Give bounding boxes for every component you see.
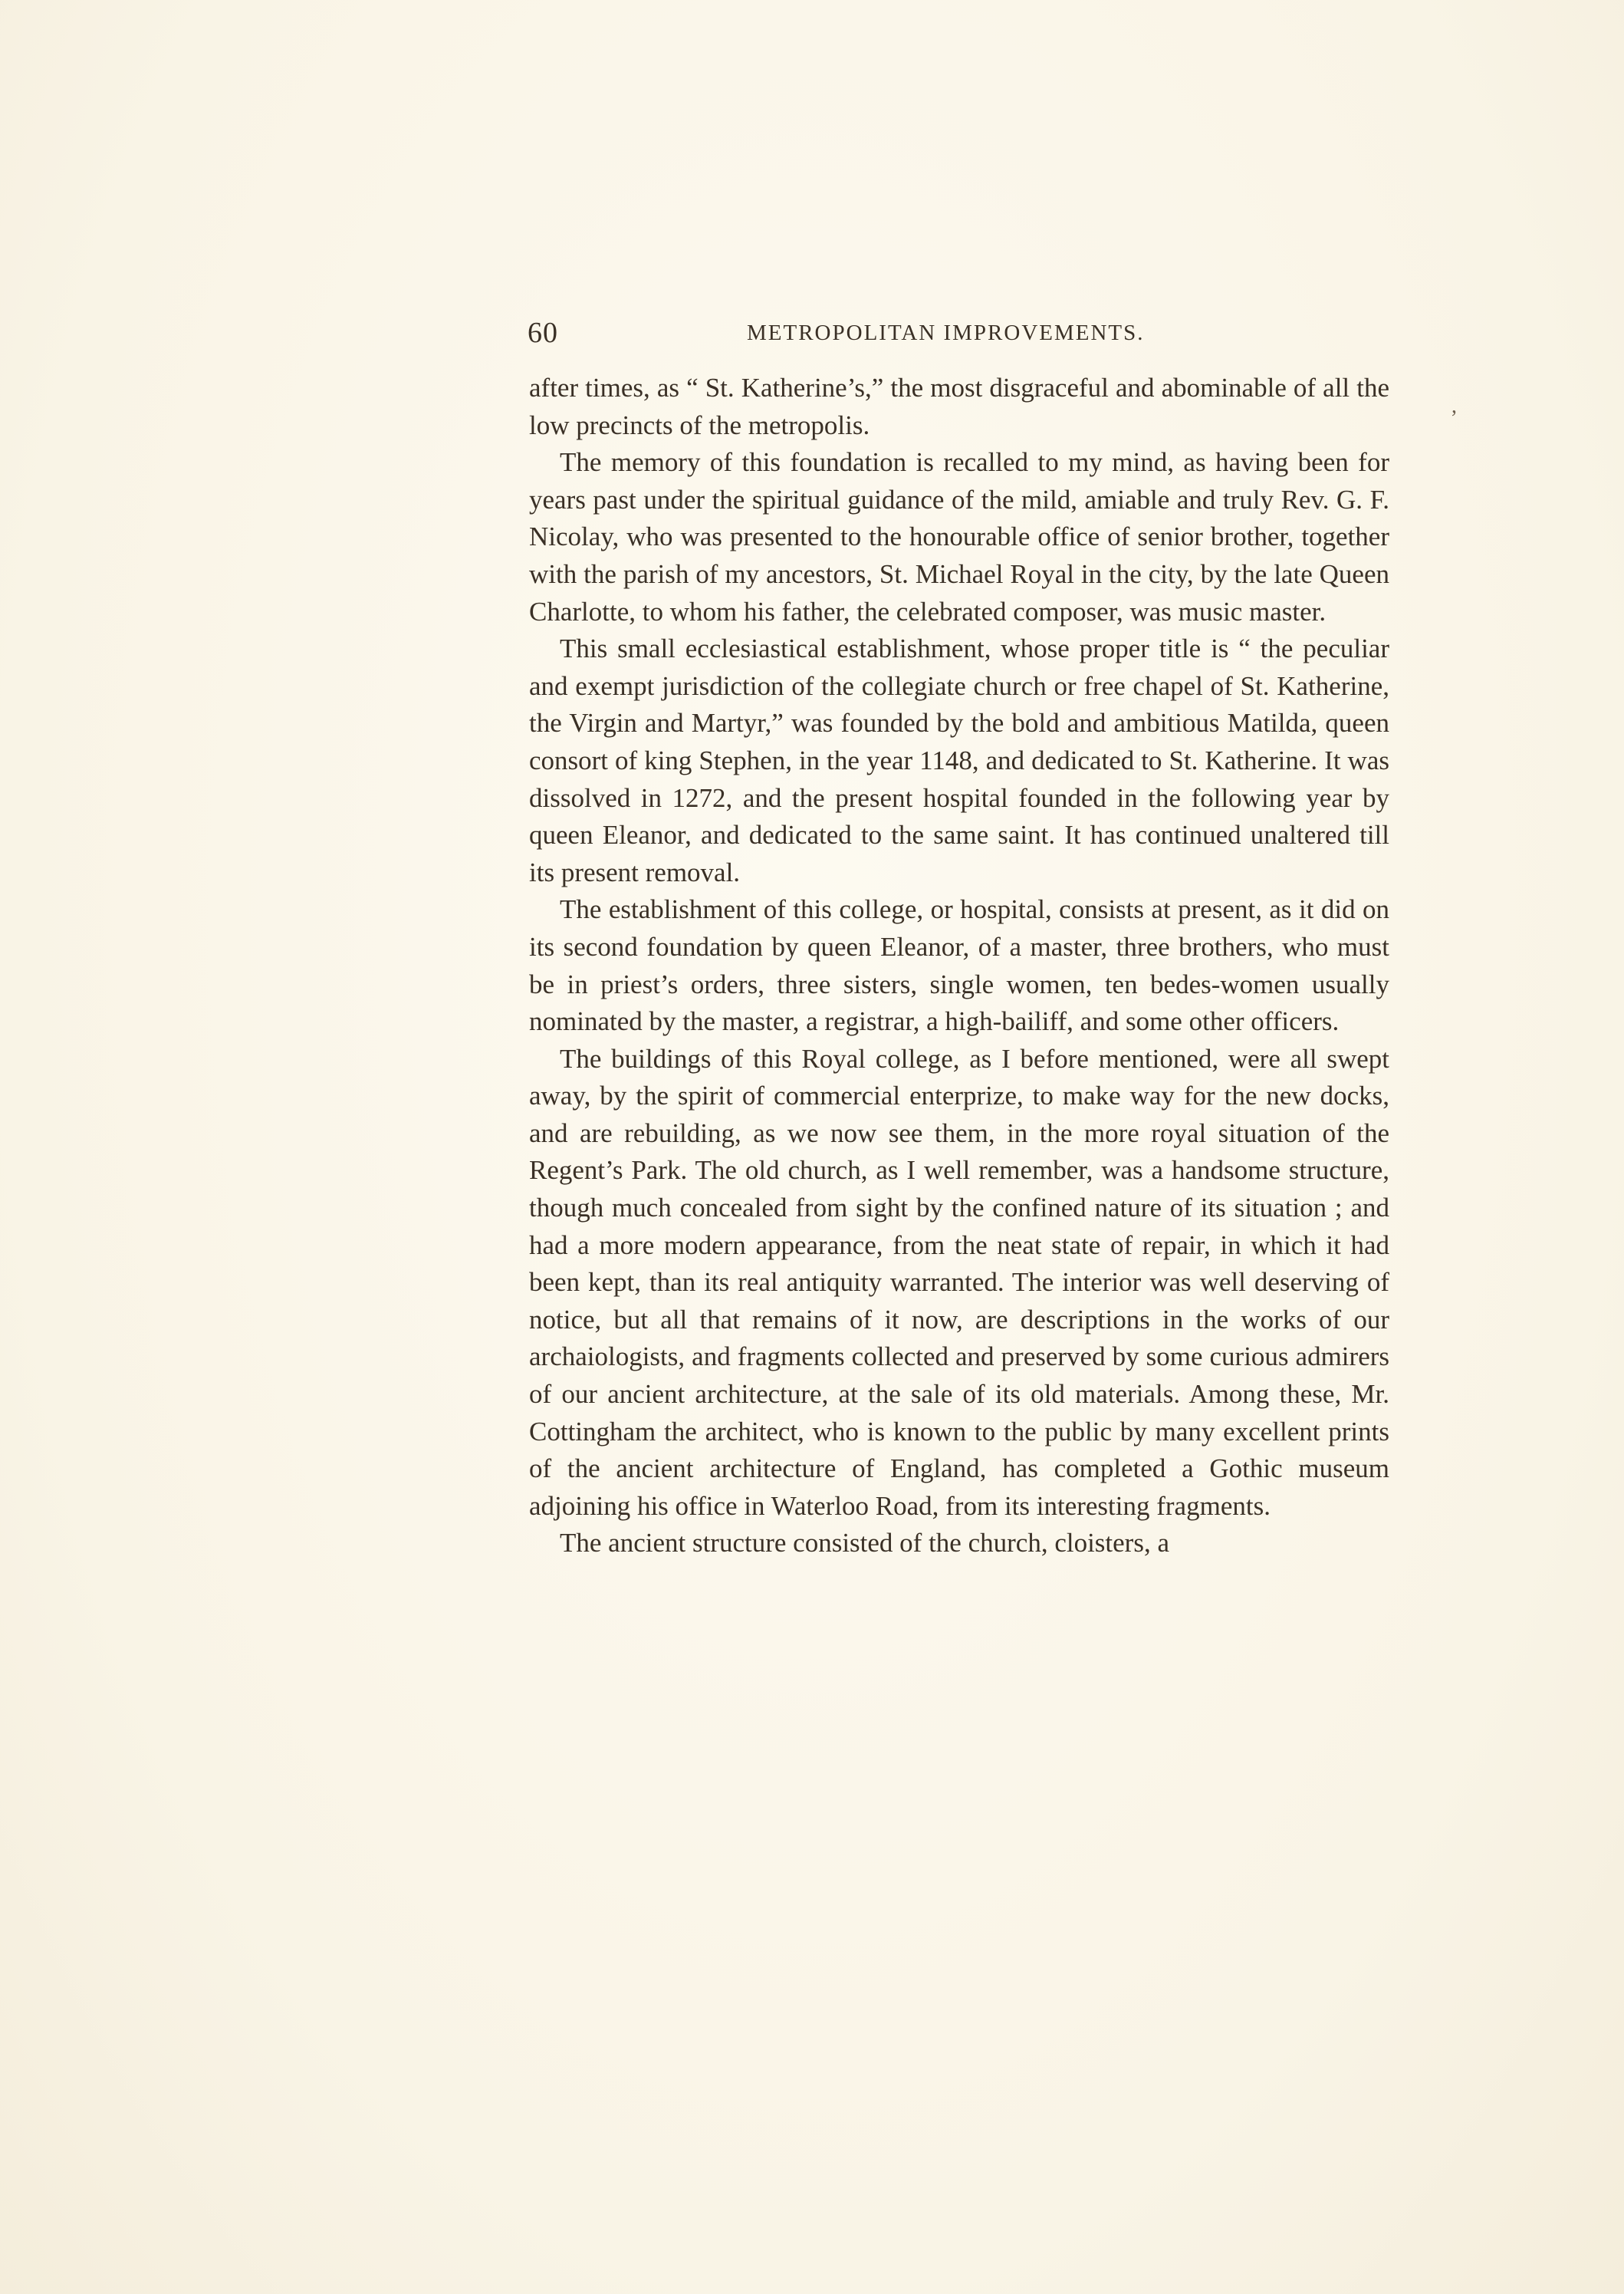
paragraph-6: The ancient structure consisted of the church, cloisters, a: [560, 1528, 1169, 1558]
paragraph-2: The memory of this foundation is recalled to my mind, as having been for years past under the spiritual guidance of the mild, amiable and truly Rev. G. F. Nicolay, who was presented to the honourable office of senior brother, together with the parish of my ancestors, St. Michael Royal in the city, by the late Queen Charlotte, to whom his father, the celebrated composer, was music master.: [529, 447, 1389, 627]
page-number: 60: [528, 317, 558, 349]
paragraph-4: The establishment of this college, or hospital, consists at present, as it did on its second foundation by queen Eleanor, of a master, three brothers, who must be in priest’s orders, three sisters, single women, ten bedes-women usually nominated by the master, a registrar, a high-bailiff, and some other officers.: [529, 894, 1389, 1037]
running-head: METROPOLITAN IMPROVEMENTS.: [747, 321, 1145, 345]
body-text: [529, 370, 1389, 1562]
page-header: [528, 316, 1438, 362]
paragraph-1: after times, as “ St. Katherine’s,” the most disgraceful and abominable of all the low precincts of the metropolis.: [529, 373, 1389, 440]
paragraph-3: This small ecclesiastical establishment, whose proper title is “ the peculiar and exempt jurisdiction of the collegiate church or free chapel of St. Katherine, the Virgin and Martyr,” was founded by the bold and ambitious Matilda, queen consort of king Stephen, in the year 1148, and dedicated to St. Katherine. It was dissolved in 1272, and the present hospital founded in the following year by queen Eleanor, and dedicated to the same saint. It has continued unaltered till its present removal.: [529, 634, 1389, 887]
paragraph-5: The buildings of this Royal college, as I before mentioned, were all swept away, by the spirit of commercial enterprize, to make way for the new docks, and are rebuilding, as we now see them, in the more royal situation of the Regent’s Park. The old church, as I well remember, was a handsome structure, though much concealed from sight by the confined nature of its situation ; and had a more modern appearance, from the neat state of repair, in which it had been kept, than its real antiquity warranted. The interior was well deserving of notice, but all that remains of it now, are descriptions in the works of our archaiologists, and fragments collected and preserved by some curious admirers of our ancient architecture, at the sale of its old materials. Among these, Mr. Cottingham the architect, who is known to the public by many excellent prints of the ancient architecture of England, has completed a Gothic museum adjoining his office in Waterloo Road, from its interesting fragments.: [529, 1043, 1389, 1521]
stray-mark: ,: [1451, 394, 1457, 418]
